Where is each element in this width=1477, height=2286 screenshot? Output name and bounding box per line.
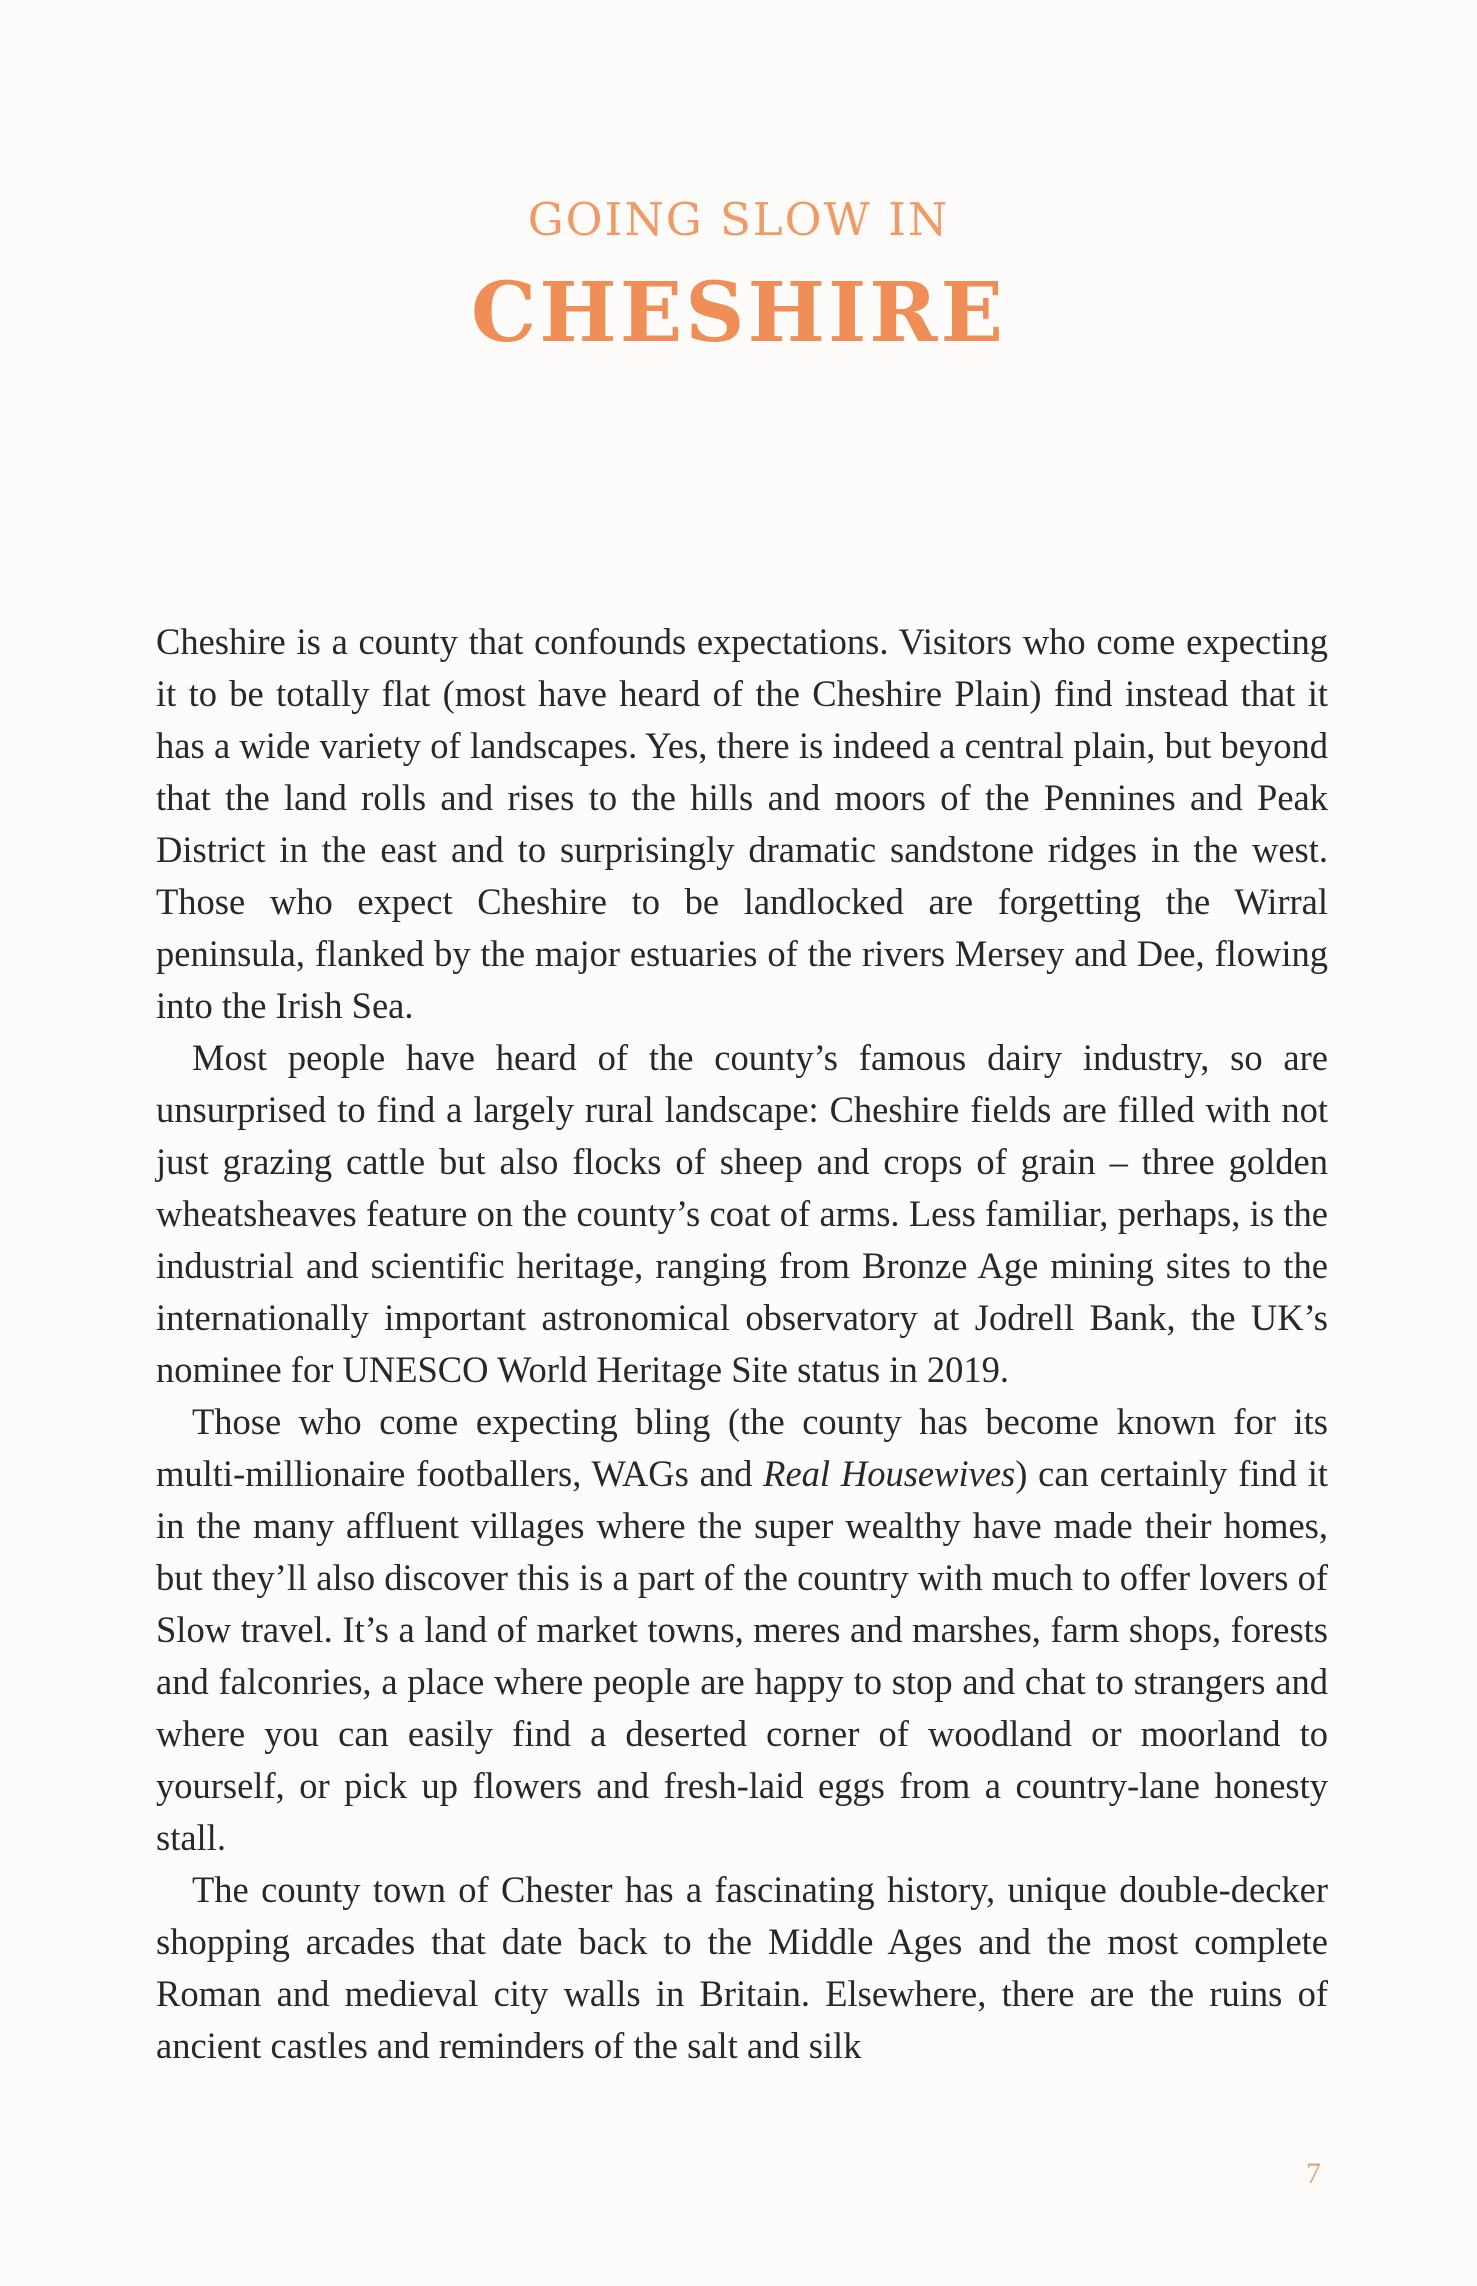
body-text <box>156 616 1328 2072</box>
paragraph-text: Those who come expecting bling (the county has become known for its multi-millionaire footballers, WAGs and <box>156 1401 1328 1494</box>
chapter-title: CHESHIRE <box>471 265 1006 361</box>
italic-title-real-housewives: Real Housewives <box>763 1453 1016 1494</box>
paragraph-text: The county town of Chester has a fascinating history, unique double-decker shopping arcades that date back to the Middle Ages and the most complete Roman and medieval city walls in Britain. Elsewhere, there are the ruins of ancient castles and reminders of the salt and silk <box>156 1869 1328 2066</box>
page-number: 7 <box>1306 2157 1321 2190</box>
paragraph-4 <box>156 1864 1328 2072</box>
paragraph-1 <box>156 616 1328 1032</box>
paragraph-text: ) can certainly find it in the many affluent villages where the super wealthy have made their homes, but they’ll also discover this is a part of the country with much to offer lovers of Slow travel. It’s a land of market towns, meres and marshes, farm shops, forests and falconries, a place where people are happy to stop and chat to strangers and where you can easily find a deserted corner of woodland or moorland to yourself, or pick up flowers and fresh-laid eggs from a country-lane honesty stall. <box>156 1453 1328 1858</box>
paragraph-3 <box>156 1396 1328 1864</box>
paragraph-2 <box>156 1032 1328 1396</box>
chapter-kicker: GOING SLOW IN <box>527 193 950 246</box>
paragraph-text: Cheshire is a county that confounds expectations. Visitors who come expecting it to be totally flat (most have heard of the Cheshire Plain) find instead that it has a wide variety of landscapes. Yes, there is indeed a central plain, but beyond that the land rolls and rises to the hills and moors of the Pennines and Peak District in the east and to surprisingly dramatic sandstone ridges in the west. Those who expect Cheshire to be landlocked are forgetting the Wirral peninsula, flanked by the major estuaries of the rivers Mersey and Dee, flowing into the Irish Sea. <box>156 621 1328 1026</box>
paragraph-text: Most people have heard of the county’s famous dairy industry, so are unsurprised to find a largely rural landscape: Cheshire fields are filled with not just grazing cattle but also flocks of sheep and crops of grain – three golden wheatsheaves feature on the county’s coat of arms. Less familiar, perhaps, is the industrial and scientific heritage, ranging from Bronze Age mining sites to the internationally important astronomical observatory at Jodrell Bank, the UK’s nominee for UNESCO World Heritage Site status in 2019. <box>156 1037 1328 1390</box>
